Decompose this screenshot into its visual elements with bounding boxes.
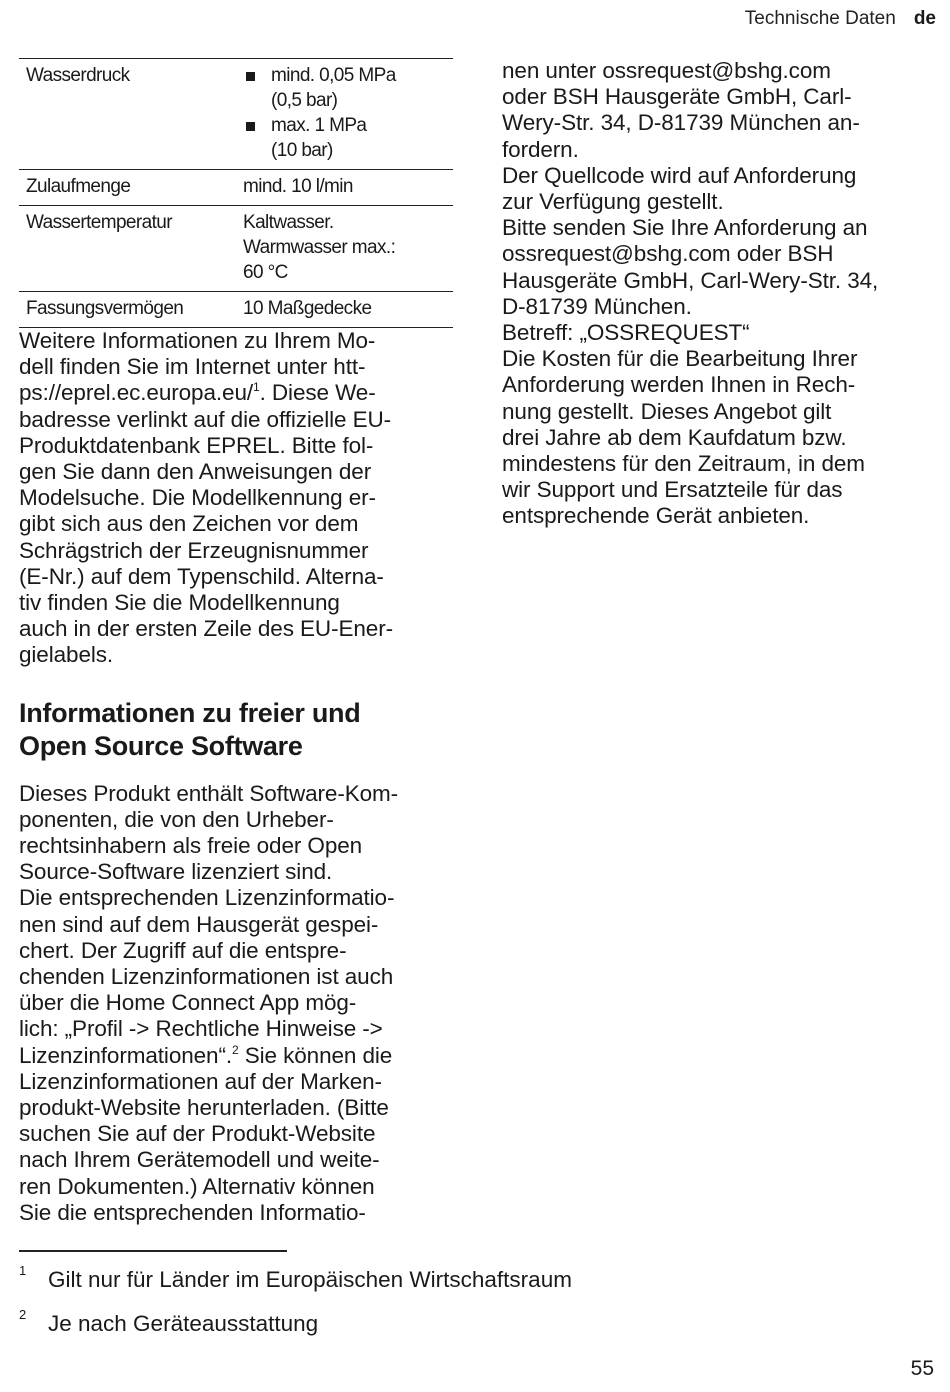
footnote-number: 2 <box>19 1307 27 1322</box>
footnote-ref: 1 <box>253 380 260 395</box>
spec-label: Wassertemperatur <box>26 212 172 233</box>
spec-label: Zulaufmenge <box>26 176 131 197</box>
page-header <box>745 8 936 30</box>
spec-value: Kaltwasser. Warmwasser max.: 60 °C <box>243 212 396 283</box>
license-paragraph: Die entsprechenden Lizenzinformatio- nen sind auf dem Hausgerät gespei- chert. Der Zugriff auf die entspre- chenden Lizenzinformationen ist auch über die Home Connect App mög- lich: „Profil -> Rechtliche Hinweise -> Lizenzinformationen“.$^2$ Sie können die Lizenzinformationen auf der Marken- produkt-Website herunterladen. (Bitte suchen Sie auf der Produkt-Website nach Ihrem Gerätemodell und weite- ren Dokumenten.) Alternativ können Sie die entsprechenden Informatio- <box>19 885 395 1225</box>
language-code: de <box>913 8 936 29</box>
footnote-number: 1 <box>19 1263 27 1278</box>
page-number: 55 <box>910 1357 934 1380</box>
list-item: mind. 0,05 MPa (0,5 bar) <box>243 63 447 113</box>
technical-specs-table <box>19 58 453 328</box>
spec-value <box>236 59 453 170</box>
spec-label: Fassungsvermögen <box>26 298 184 319</box>
left-column <box>19 58 453 1226</box>
right-column <box>502 58 932 530</box>
table-row <box>19 170 453 206</box>
section-heading: Informationen zu freier und Open Source Software <box>19 697 361 761</box>
table-row <box>19 206 453 292</box>
eprel-paragraph: Weitere Informationen zu Ihrem Mo- dell finden Sie im Internet unter htt- ps://eprel.ec.europa.eu/$^1$. Diese We- badresse verlinkt auf die offizielle EU- Produktdatenbank EPREL. Bitte fol- gen Sie dann den Anweisungen der Modelsuche. Die Modellkennung er- gibt sich aus den Zeichen vor dem Schrägstrich der Erzeugnisnummer (E-Nr.) auf dem Typenschild. Alterna- tiv finden Sie die Modellkennung auch in der ersten Zeile des EU-Ener- gielabels. <box>19 328 393 668</box>
spec-label: Wasserdruck <box>26 65 130 86</box>
spec-value: 10 Maßgedecke <box>243 298 372 319</box>
list-item: max. 1 MPa (10 bar) <box>243 113 447 163</box>
footnote-text: Gilt nur für Länder im Europäischen Wirtschaftsraum <box>48 1267 572 1292</box>
table-row <box>19 59 453 170</box>
oss-paragraph: Dieses Produkt enthält Software-Kom- ponenten, die von den Urheber- rechtsinhabern als freie oder Open Source-Software lizenziert sind. <box>19 780 399 885</box>
table-row <box>19 292 453 328</box>
spec-value: mind. 10 l/min <box>243 176 353 197</box>
footnote-text: Je nach Geräteausstattung <box>48 1311 319 1336</box>
source-code-paragraph: nen unter ossrequest@bshg.com oder BSH Hausgeräte GmbH, Carl- Wery-Str. 34, D-81739 München an- fordern. Der Quellcode wird auf Anforderung zur Verfügung gestellt. Bitte senden Sie Ihre Anforderung an ossrequest@bshg.com oder BSH Hausgeräte GmbH, Carl-Wery-Str. 34, D-81739 München. Betreff: „OSSREQUEST“ Die Kosten für die Bearbeitung Ihrer Anforderung werden Ihnen in Rech- nung gestellt. Dieses Angebot gilt drei Jahre ab dem Kaufdatum bzw. mindestens für den Zeitraum, in dem wir Support und Ersatzteile für das entsprechende Gerät anbieten. <box>502 58 879 529</box>
footnote-divider <box>19 1250 287 1252</box>
footnote-ref: 2 <box>232 1042 239 1057</box>
section-title: Technische Daten <box>744 8 896 29</box>
